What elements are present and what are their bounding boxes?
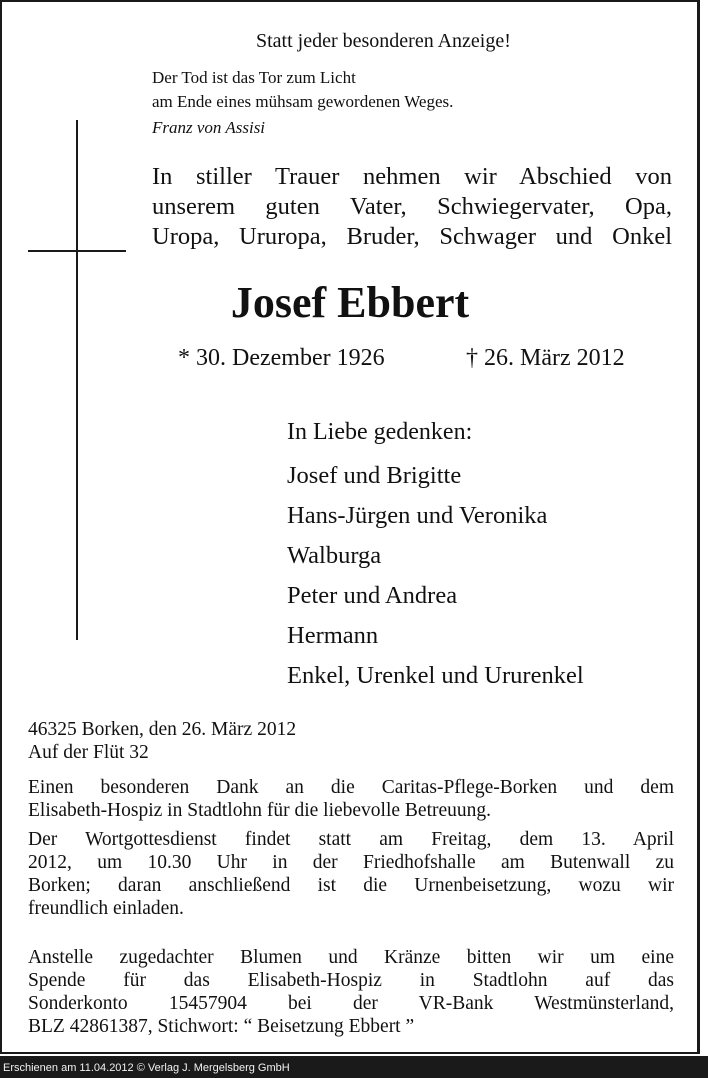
death-date: † 26. März 2012 (466, 345, 625, 371)
intro-text (152, 162, 672, 252)
address-line: Auf der Flüt 32 (28, 742, 149, 763)
quote-line: am Ende eines mühsam gewordenen Weges. (152, 92, 454, 111)
intro-line: In stiller Trauer nehmen wir Abschied von (152, 163, 672, 190)
quote-line: Der Tod ist das Tor zum Licht (152, 68, 356, 87)
quote-author: Franz von Assisi (152, 118, 266, 137)
mourner-name: Hans-Jürgen und Veronika (287, 502, 548, 529)
donation-line: Anstelle zugedachter Blumen und Kränze bitten wir um eine (28, 947, 674, 968)
birth-date: * 30. Dezember 1926 (178, 345, 385, 371)
mourner-name: Peter und Andrea (287, 582, 458, 609)
cross-icon-bar (28, 250, 126, 252)
footer-credit: Erschienen am 11.04.2012 © Verlag J. Mergelsberg GmbH (3, 1062, 290, 1074)
mourner-name: Walburga (287, 542, 382, 569)
donation-line: BLZ 42861387, Stichwort: “ Beisetzung Ebbert ” (28, 1016, 415, 1037)
service-line: 2012, um 10.30 Uhr in der Friedhofshalle am Butenwall zu (28, 852, 674, 873)
cross-icon (76, 120, 78, 640)
service-paragraph (28, 828, 674, 920)
thanks-line: Einen besonderen Dank an die Caritas-Pflege-Borken und dem (28, 777, 674, 798)
address-line: 46325 Borken, den 26. März 2012 (28, 719, 297, 740)
mourner-name: Enkel, Urenkel und Ururenkel (287, 662, 584, 689)
mourner-name: Josef und Brigitte (287, 462, 462, 489)
intro-line: Uropa, Ururopa, Bruder, Schwager und Onkel (152, 223, 672, 250)
mourner-name: Hermann (287, 622, 379, 649)
header-line: Statt jeder besonderen Anzeige! (256, 30, 511, 52)
thanks-paragraph (28, 776, 674, 822)
service-line: Der Wortgottesdienst findet statt am Freitag, dem 13. April (28, 829, 674, 850)
intro-line: unserem guten Vater, Schwiegervater, Opa, (152, 193, 672, 220)
thanks-line: Elisabeth-Hospiz in Stadtlohn für die liebevolle Betreuung. (28, 800, 492, 821)
donation-line: Sonderkonto 15457904 bei der VR-Bank Westmünsterland, (28, 993, 674, 1014)
remembrance-heading: In Liebe gedenken: (287, 419, 473, 445)
address-block (28, 718, 674, 764)
deceased-name: Josef Ebbert (230, 278, 470, 327)
service-line: Borken; daran anschließend ist die Urnenbeisetzung, wozu wir (28, 875, 674, 896)
donation-line: Spende für das Elisabeth-Hospiz in Stadtlohn auf das (28, 970, 674, 991)
service-line: freundlich einladen. (28, 898, 184, 919)
donation-paragraph (28, 946, 674, 1038)
